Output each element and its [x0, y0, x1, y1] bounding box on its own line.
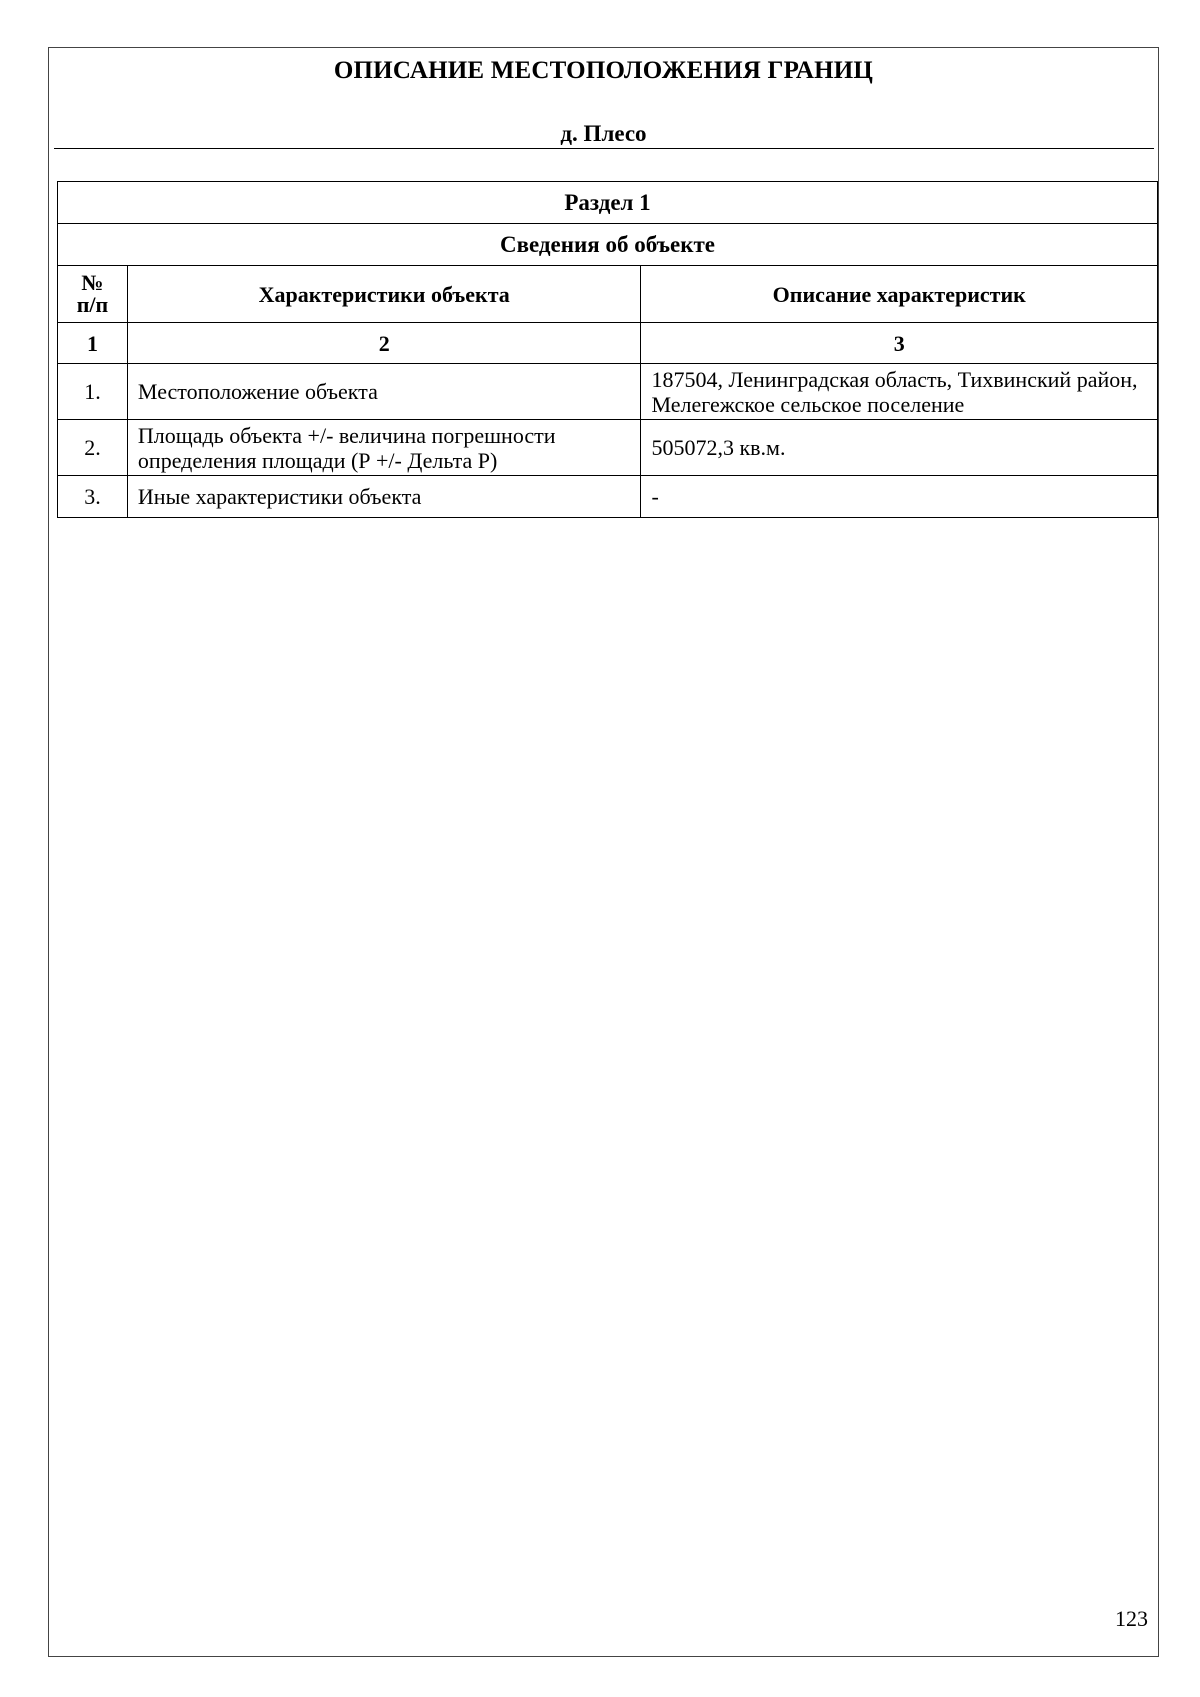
- header-description: Описание характеристик: [641, 266, 1158, 323]
- page-number: 123: [1115, 1606, 1148, 1631]
- column-number-1: 1: [58, 323, 128, 364]
- row-description: -: [641, 476, 1158, 518]
- table-subsection-row: [58, 224, 1158, 266]
- header-number-line1: №: [81, 270, 104, 295]
- table-row: [58, 476, 1158, 518]
- row-characteristic: Местоположение объекта: [127, 364, 641, 420]
- row-characteristic: Площадь объекта +/- величина погрешности определения площади (Р +/- Дельта Р): [127, 420, 641, 476]
- document-subtitle: д. Плесо: [560, 121, 647, 146]
- row-number: 3.: [58, 476, 128, 518]
- column-number-3: 3: [641, 323, 1158, 364]
- object-info-table: [57, 181, 1158, 518]
- row-number: 2.: [58, 420, 128, 476]
- table-header-row: [58, 266, 1158, 323]
- row-description: 505072,3 кв.м.: [641, 420, 1158, 476]
- column-numbers-row: [58, 323, 1158, 364]
- header-characteristics: Характеристики объекта: [127, 266, 641, 323]
- table-row: [58, 364, 1158, 420]
- column-number-2: 2: [127, 323, 641, 364]
- row-description: 187504, Ленинградская область, Тихвинский район, Мелегежское сельское поселение: [641, 364, 1158, 420]
- table-row: [58, 420, 1158, 476]
- section-title: Раздел 1: [58, 182, 1158, 224]
- header-number-line2: п/п: [76, 292, 109, 317]
- subsection-title: Сведения об объекте: [58, 224, 1158, 266]
- table-section-row: [58, 182, 1158, 224]
- title-divider: [54, 148, 1154, 149]
- row-characteristic: Иные характеристики объекта: [127, 476, 641, 518]
- header-number: [58, 266, 128, 323]
- row-number: 1.: [58, 364, 128, 420]
- document-title: ОПИСАНИЕ МЕСТОПОЛОЖЕНИЯ ГРАНИЦ: [333, 57, 874, 84]
